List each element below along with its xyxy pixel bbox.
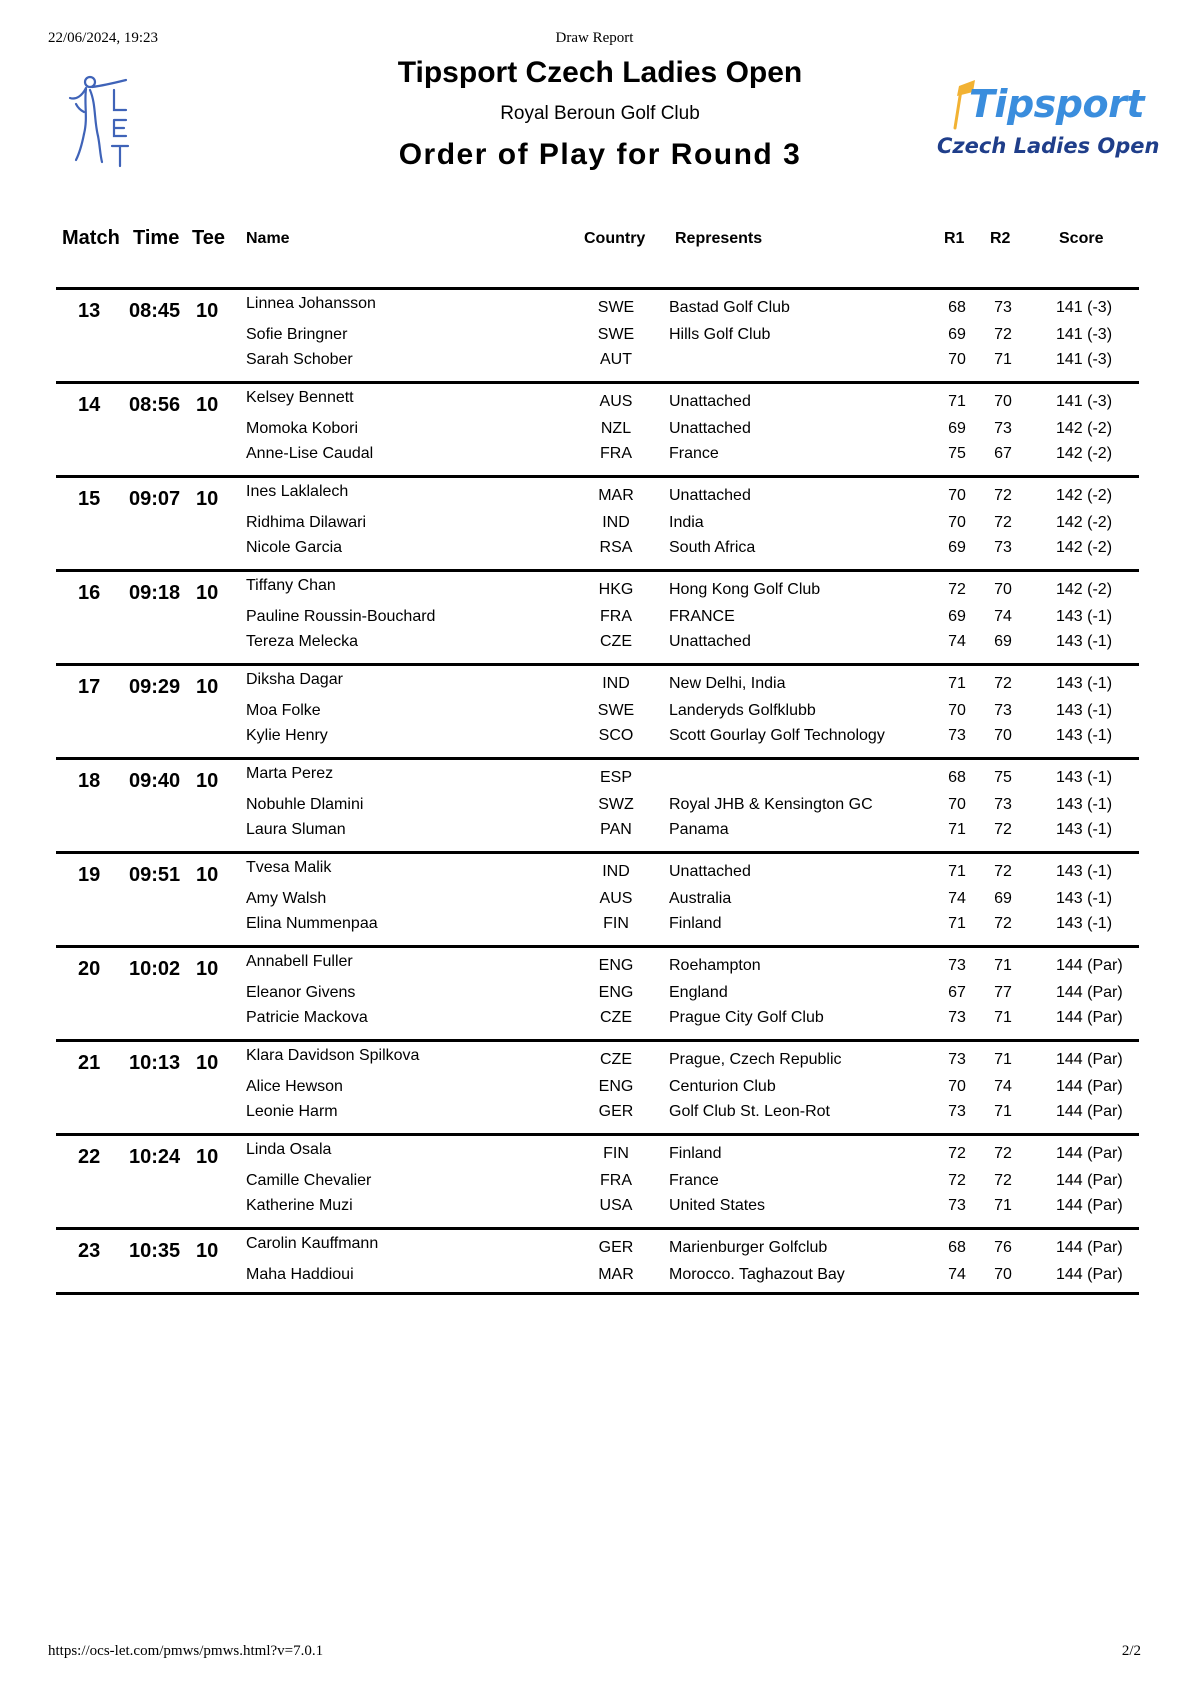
round2-score: 71 (994, 957, 1012, 974)
player-represents: Centurion Club (669, 1078, 776, 1095)
player-represents: Australia (669, 890, 732, 907)
venue-name: Royal Beroun Golf Club (500, 103, 700, 124)
player-row (56, 1047, 1139, 1075)
player-name: Nicole Garcia (246, 539, 343, 556)
round2-score: 73 (994, 539, 1012, 556)
total-score: 144 (Par) (1056, 957, 1123, 974)
player-row (56, 1078, 1139, 1102)
col-header-name: Name (246, 230, 290, 247)
player-represents: Scott Gourlay Golf Technology (669, 727, 885, 744)
col-header-match: Match (62, 227, 120, 249)
total-score: 143 (-1) (1056, 633, 1113, 650)
player-row (56, 671, 1139, 699)
player-row (56, 702, 1139, 726)
tee-group (56, 945, 1139, 1039)
tee-group (56, 1133, 1139, 1227)
tee-time: 09:40 (129, 770, 181, 792)
player-country: SWE (597, 702, 635, 719)
round2-score: 72 (994, 487, 1012, 504)
round1-score: 73 (948, 1103, 966, 1120)
tee-group (56, 663, 1139, 757)
player-country: CZE (600, 633, 632, 650)
player-represents: FRANCE (669, 608, 735, 625)
player-represents: Hills Golf Club (669, 326, 771, 343)
player-name: Ines Laklalech (246, 483, 349, 500)
player-name: Annabell Fuller (246, 953, 353, 970)
player-name: Klara Davidson Spilkova (246, 1047, 420, 1064)
tee-group (56, 1039, 1139, 1133)
player-country: CZE (600, 1051, 632, 1068)
col-header-country: Country (584, 230, 646, 247)
match-number: 18 (78, 770, 101, 792)
round2-score: 72 (994, 863, 1012, 880)
draw-table (56, 287, 1139, 1295)
col-header-r2: R2 (990, 230, 1011, 247)
tee-number: 10 (196, 394, 219, 416)
round1-score: 71 (948, 393, 966, 410)
round2-score: 70 (994, 1266, 1012, 1283)
player-represents: United States (669, 1197, 766, 1214)
round2-score: 72 (994, 821, 1012, 838)
player-name: Carolin Kauffmann (246, 1235, 379, 1252)
player-row (56, 1103, 1139, 1127)
round1-score: 70 (948, 796, 966, 813)
player-name: Amy Walsh (246, 890, 327, 907)
player-row (56, 351, 1139, 375)
player-country: AUS (599, 393, 633, 410)
player-represents: Unattached (669, 420, 751, 437)
player-name: Elina Nummenpaa (246, 915, 378, 932)
player-represents: Panama (669, 821, 729, 838)
round-title: Order of Play for Round 3 (398, 138, 802, 171)
print-page-title: Draw Report (555, 30, 634, 46)
player-row (56, 633, 1139, 657)
player-name: Marta Perez (246, 765, 334, 782)
match-number: 13 (78, 300, 101, 322)
player-country: FRA (600, 445, 632, 462)
player-country: IND (602, 675, 630, 692)
round1-score: 67 (948, 984, 966, 1001)
player-represents: Unattached (669, 487, 751, 504)
player-name: Linnea Johansson (246, 295, 376, 312)
round1-score: 73 (948, 957, 966, 974)
player-country: NZL (600, 420, 632, 437)
col-header-r1: R1 (944, 230, 965, 247)
player-row (56, 608, 1139, 632)
tee-number: 10 (196, 1052, 219, 1074)
round1-score: 72 (948, 1145, 966, 1162)
player-name: Tereza Melecka (246, 633, 359, 650)
player-country: IND (602, 863, 630, 880)
total-score: 144 (Par) (1056, 984, 1123, 1001)
total-score: 142 (-2) (1056, 445, 1113, 462)
player-represents: India (669, 514, 704, 531)
tee-number: 10 (196, 1240, 219, 1262)
player-row (56, 1172, 1139, 1196)
round1-score: 70 (948, 487, 966, 504)
round1-score: 70 (948, 1078, 966, 1095)
round1-score: 73 (948, 727, 966, 744)
total-score: 144 (Par) (1056, 1051, 1123, 1068)
player-name: Patricie Mackova (246, 1009, 368, 1026)
player-country: ENG (598, 1078, 634, 1095)
player-name: Pauline Roussin-Bouchard (246, 608, 436, 625)
round1-score: 70 (948, 514, 966, 531)
player-row (56, 577, 1139, 605)
player-represents: Finland (669, 1145, 722, 1162)
player-country: MAR (598, 487, 634, 504)
print-url: https://ocs-let.com/pmws/pmws.html?v=7.0.1 (48, 1643, 324, 1659)
player-name: Sarah Schober (246, 351, 353, 368)
player-name: Laura Sluman (246, 821, 346, 838)
round2-score: 72 (994, 915, 1012, 932)
player-row (56, 445, 1139, 469)
player-row (56, 1009, 1139, 1033)
round2-score: 73 (994, 702, 1012, 719)
round2-score: 77 (994, 984, 1012, 1001)
player-country: FIN (603, 1145, 629, 1162)
player-row (56, 389, 1139, 417)
total-score: 144 (Par) (1056, 1009, 1123, 1026)
player-name: Leonie Harm (246, 1103, 338, 1120)
total-score: 144 (Par) (1056, 1239, 1123, 1256)
round1-score: 75 (948, 445, 966, 462)
total-score: 141 (-3) (1056, 351, 1113, 368)
round1-score: 70 (948, 351, 966, 368)
total-score: 143 (-1) (1056, 890, 1113, 907)
round2-score: 72 (994, 675, 1012, 692)
player-name: Camille Chevalier (246, 1172, 372, 1189)
round2-score: 73 (994, 299, 1012, 316)
player-represents: New Delhi, India (669, 675, 786, 692)
round1-score: 74 (948, 633, 966, 650)
tee-time: 10:24 (129, 1146, 181, 1168)
player-represents: Unattached (669, 863, 751, 880)
player-row (56, 859, 1139, 887)
total-score: 143 (-1) (1056, 675, 1113, 692)
player-country: FRA (600, 1172, 632, 1189)
round2-score: 71 (994, 1051, 1012, 1068)
round1-score: 71 (948, 821, 966, 838)
player-name: Maha Haddioui (246, 1266, 354, 1283)
total-score: 141 (-3) (1056, 299, 1113, 316)
round1-score: 68 (948, 1239, 966, 1256)
tee-number: 10 (196, 582, 219, 604)
player-country: ENG (598, 984, 634, 1001)
round2-score: 73 (994, 420, 1012, 437)
player-represents: Morocco. Taghazout Bay (669, 1266, 845, 1283)
player-country: AUT (600, 351, 632, 368)
player-represents: Hong Kong Golf Club (669, 581, 821, 598)
player-country: SWE (597, 299, 635, 316)
tee-number: 10 (196, 958, 219, 980)
tee-group (56, 287, 1139, 381)
round1-score: 73 (948, 1009, 966, 1026)
round2-score: 71 (994, 1197, 1012, 1214)
tee-group (56, 475, 1139, 569)
player-name: Momoka Kobori (246, 420, 359, 437)
player-country: IND (602, 514, 630, 531)
total-score: 143 (-1) (1056, 915, 1113, 932)
total-score: 141 (-3) (1056, 393, 1113, 410)
round2-score: 75 (994, 769, 1012, 786)
total-score: 144 (Par) (1056, 1266, 1123, 1283)
total-score: 143 (-1) (1056, 863, 1113, 880)
player-represents: Unattached (669, 393, 751, 410)
tee-number: 10 (196, 488, 219, 510)
round1-score: 72 (948, 581, 966, 598)
round2-score: 76 (994, 1239, 1012, 1256)
player-name: Nobuhle Dlamini (246, 796, 364, 813)
round1-score: 69 (948, 539, 966, 556)
total-score: 143 (-1) (1056, 727, 1113, 744)
total-score: 143 (-1) (1056, 608, 1113, 625)
tee-number: 10 (196, 300, 219, 322)
player-row (56, 420, 1139, 444)
total-score: 141 (-3) (1056, 326, 1113, 343)
player-row (56, 295, 1139, 323)
tee-time: 09:29 (129, 676, 181, 698)
match-number: 21 (78, 1052, 101, 1074)
round2-score: 72 (994, 1145, 1012, 1162)
player-country: CZE (600, 1009, 632, 1026)
player-represents: Golf Club St. Leon-Rot (669, 1103, 830, 1120)
total-score: 143 (-1) (1056, 796, 1113, 813)
round2-score: 74 (994, 608, 1012, 625)
tee-time: 09:07 (129, 488, 181, 510)
player-country: RSA (599, 539, 633, 556)
player-country: MAR (598, 1266, 634, 1283)
player-row (56, 539, 1139, 563)
player-row (56, 1197, 1139, 1221)
player-represents: Bastad Golf Club (669, 299, 790, 316)
player-name: Ridhima Dilawari (246, 514, 367, 531)
player-row (56, 953, 1139, 981)
player-name: Kelsey Bennett (246, 389, 354, 406)
player-name: Kylie Henry (246, 727, 328, 744)
tee-time: 08:45 (129, 300, 181, 322)
total-score: 142 (-2) (1056, 420, 1113, 437)
total-score: 142 (-2) (1056, 514, 1113, 531)
round2-score: 69 (994, 633, 1012, 650)
player-country: ESP (599, 769, 632, 786)
player-row (56, 821, 1139, 845)
round2-score: 72 (994, 1172, 1012, 1189)
tee-number: 10 (196, 864, 219, 886)
player-represents: Landeryds Golfklubb (669, 702, 816, 719)
player-row (56, 326, 1139, 350)
player-country: USA (599, 1197, 633, 1214)
player-row (56, 915, 1139, 939)
total-score: 143 (-1) (1056, 702, 1113, 719)
tee-time: 10:13 (129, 1052, 181, 1074)
col-header-tee: Tee (192, 227, 225, 249)
total-score: 142 (-2) (1056, 487, 1113, 504)
round1-score: 68 (948, 299, 966, 316)
total-score: 144 (Par) (1056, 1103, 1123, 1120)
round2-score: 69 (994, 890, 1012, 907)
browser-print-header (48, 30, 1141, 50)
match-number: 15 (78, 488, 101, 510)
round1-score: 69 (948, 608, 966, 625)
player-represents: Unattached (669, 633, 751, 650)
tee-group (56, 757, 1139, 851)
round2-score: 71 (994, 1103, 1012, 1120)
player-row (56, 1235, 1139, 1263)
player-country: AUS (599, 890, 633, 907)
player-name: Alice Hewson (246, 1078, 343, 1095)
round2-score: 70 (994, 727, 1012, 744)
player-name: Moa Folke (246, 702, 321, 719)
player-name: Sofie Bringner (246, 326, 348, 343)
player-country: FRA (600, 608, 632, 625)
round1-score: 74 (948, 890, 966, 907)
round1-score: 69 (948, 326, 966, 343)
match-number: 20 (78, 958, 101, 980)
print-datetime: 22/06/2024, 19:23 (48, 30, 159, 46)
total-score: 143 (-1) (1056, 821, 1113, 838)
player-country: SCO (598, 727, 634, 744)
round1-score: 71 (948, 675, 966, 692)
player-name: Eleanor Givens (246, 984, 356, 1001)
browser-print-footer (48, 1643, 1141, 1663)
round1-score: 68 (948, 769, 966, 786)
player-represents: South Africa (669, 539, 756, 556)
player-name: Diksha Dagar (246, 671, 343, 688)
round2-score: 67 (994, 445, 1012, 462)
player-row (56, 765, 1139, 793)
player-row (56, 1141, 1139, 1169)
round2-score: 74 (994, 1078, 1012, 1095)
player-row (56, 514, 1139, 538)
match-number: 17 (78, 676, 101, 698)
tee-number: 10 (196, 676, 219, 698)
total-score: 144 (Par) (1056, 1197, 1123, 1214)
tee-group (56, 1227, 1139, 1295)
match-number: 22 (78, 1146, 101, 1168)
print-page-number: 2/2 (1121, 1643, 1141, 1659)
tipsport-logo (935, 78, 1160, 168)
player-name: Anne-Lise Caudal (246, 445, 374, 462)
player-country: GER (598, 1239, 634, 1256)
match-number: 16 (78, 582, 101, 604)
round2-score: 73 (994, 796, 1012, 813)
let-logo (66, 74, 146, 172)
round1-score: 71 (948, 863, 966, 880)
player-represents: Roehampton (669, 957, 761, 974)
tee-time: 09:51 (129, 864, 181, 886)
round1-score: 72 (948, 1172, 966, 1189)
col-header-represents: Represents (675, 230, 763, 247)
player-name: Katherine Muzi (246, 1197, 353, 1214)
player-row (56, 984, 1139, 1008)
player-represents: Royal JHB & Kensington GC (669, 796, 873, 813)
match-number: 14 (78, 394, 101, 416)
player-country: SWZ (598, 796, 634, 813)
round2-score: 72 (994, 514, 1012, 531)
tee-time: 08:56 (129, 394, 181, 416)
player-row (56, 727, 1139, 751)
round2-score: 71 (994, 1009, 1012, 1026)
tee-group (56, 569, 1139, 663)
col-header-time: Time (133, 227, 180, 249)
player-name: Tiffany Chan (246, 577, 336, 594)
round1-score: 70 (948, 702, 966, 719)
tee-number: 10 (196, 770, 219, 792)
round2-score: 70 (994, 393, 1012, 410)
tee-time: 10:35 (129, 1240, 181, 1262)
tee-group (56, 381, 1139, 475)
round1-score: 69 (948, 420, 966, 437)
round1-score: 74 (948, 1266, 966, 1283)
player-represents: Prague, Czech Republic (669, 1051, 842, 1068)
match-number: 19 (78, 864, 101, 886)
player-country: FIN (603, 915, 629, 932)
match-number: 23 (78, 1240, 101, 1262)
total-score: 142 (-2) (1056, 539, 1113, 556)
player-country: ENG (598, 957, 634, 974)
player-country: GER (598, 1103, 634, 1120)
total-score: 142 (-2) (1056, 581, 1113, 598)
player-country: PAN (600, 821, 632, 838)
total-score: 143 (-1) (1056, 769, 1113, 786)
tipsport-brand: Tipsport (969, 82, 1144, 126)
tee-group (56, 851, 1139, 945)
player-name: Tvesa Malik (246, 859, 332, 876)
tee-time: 09:18 (129, 582, 181, 604)
player-row (56, 483, 1139, 511)
total-score: 144 (Par) (1056, 1078, 1123, 1095)
total-score: 144 (Par) (1056, 1145, 1123, 1162)
player-row (56, 1266, 1139, 1290)
round1-score: 73 (948, 1197, 966, 1214)
event-title: Tipsport Czech Ladies Open (397, 56, 803, 89)
player-row (56, 890, 1139, 914)
player-country: SWE (597, 326, 635, 343)
player-represents: France (669, 1172, 719, 1189)
tipsport-subtitle: Czech Ladies Open (937, 134, 1160, 158)
total-score: 144 (Par) (1056, 1172, 1123, 1189)
tee-number: 10 (196, 1146, 219, 1168)
player-represents: France (669, 445, 719, 462)
tee-time: 10:02 (129, 958, 181, 980)
round1-score: 73 (948, 1051, 966, 1068)
player-row (56, 796, 1139, 820)
player-represents: Marienburger Golfclub (669, 1239, 828, 1256)
player-represents: Prague City Golf Club (669, 1009, 824, 1026)
round2-score: 70 (994, 581, 1012, 598)
player-represents: England (669, 984, 728, 1001)
round1-score: 71 (948, 915, 966, 932)
player-name: Linda Osala (246, 1141, 332, 1158)
round2-score: 71 (994, 351, 1012, 368)
col-header-score: Score (1059, 230, 1104, 247)
player-country: HKG (598, 581, 634, 598)
round2-score: 72 (994, 326, 1012, 343)
player-represents: Finland (669, 915, 722, 932)
